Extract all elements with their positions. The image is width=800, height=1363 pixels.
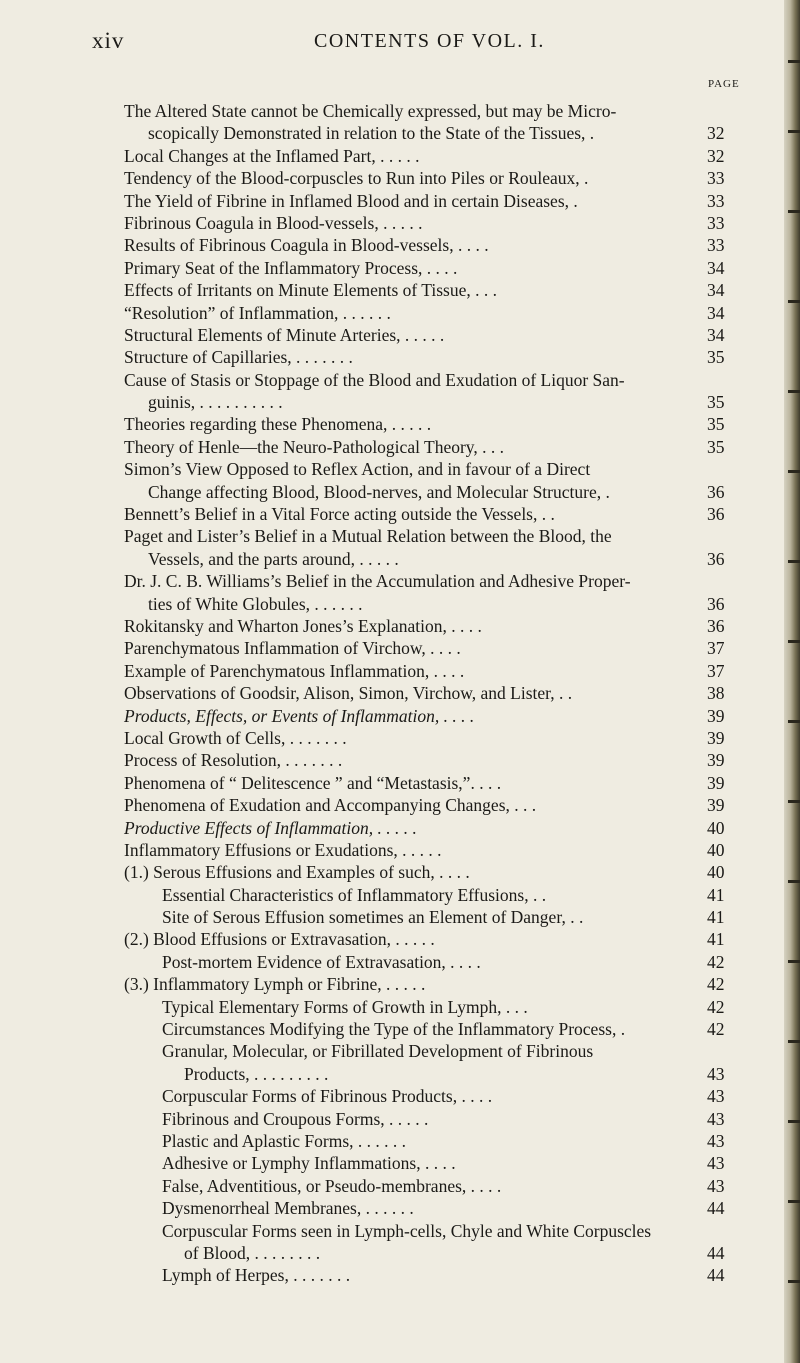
toc-entry-page: 39 [707, 727, 725, 748]
toc-entry-page: 43 [707, 1175, 725, 1196]
toc-entry [0, 996, 784, 1018]
toc-entry-page: 39 [707, 795, 725, 816]
toc-entry-page: 40 [707, 862, 725, 883]
toc-entry-title: Tendency of the Blood-corpuscles to Run into Piles or Rouleaux, . [124, 168, 589, 189]
toc-entry-title: Products, Effects, or Events of Inflammation, . . . . [124, 705, 475, 726]
toc-entry-page: 43 [707, 1130, 725, 1151]
toc-entry-page: 36 [707, 548, 725, 569]
toc-entry-title: The Yield of Fibrine in Inflamed Blood and in certain Diseases, . [124, 190, 578, 211]
toc-entry-title: Structural Elements of Minute Arteries, . . . . . [124, 324, 445, 345]
toc-entry-title: Typical Elementary Forms of Growth in Lymph, . . . [162, 996, 528, 1017]
toc-entry [0, 660, 784, 682]
toc-entry-page: 39 [707, 750, 725, 771]
toc-entry [0, 884, 784, 906]
toc-entry-title: (3.) Inflammatory Lymph or Fibrine, . . . . . [124, 974, 426, 995]
toc-entry-title: Example of Parenchymatous Inflammation, . . . . [124, 660, 465, 681]
toc-entry [0, 1018, 784, 1040]
toc-entry-page: 43 [707, 1063, 725, 1084]
toc-entry-title: Post-mortem Evidence of Extravasation, . . . . [162, 951, 481, 972]
toc-entry-page: 32 [707, 145, 725, 166]
toc-entry-title: Effects of Irritants on Minute Elements of Tissue, . . . [124, 280, 497, 301]
toc-entry [0, 1063, 784, 1085]
toc-entry-title: Structure of Capillaries, . . . . . . . [124, 347, 353, 368]
toc-entry-title: (2.) Blood Effusions or Extravasation, . . . . . [124, 929, 435, 950]
toc-entry [0, 145, 784, 167]
toc-entry-title: Primary Seat of the Inflammatory Process, . . . . [124, 257, 458, 278]
toc-entry-page: 42 [707, 974, 725, 995]
toc-entry [0, 391, 784, 413]
toc-entry-page: 35 [707, 414, 725, 435]
toc-entry-page: 37 [707, 638, 725, 659]
toc-entry-title: Dr. J. C. B. Williams’s Belief in the Accumulation and Adhesive Proper- [124, 571, 631, 592]
toc-entry [0, 481, 784, 503]
toc-entry-title: Products, . . . . . . . . . [184, 1063, 329, 1084]
toc-entry [0, 548, 784, 570]
toc-entry [0, 682, 784, 704]
toc-entry-title: Rokitansky and Wharton Jones’s Explanation, . . . . [124, 615, 482, 636]
toc-entry [0, 302, 784, 324]
toc-entry-title: “Resolution” of Inflammation, . . . . . . [124, 302, 391, 323]
toc-entry [0, 1197, 784, 1219]
toc-entry-page: 35 [707, 436, 725, 457]
toc-entry [0, 1040, 784, 1062]
toc-entry-title: Results of Fibrinous Coagula in Blood-vessels, . . . . [124, 235, 489, 256]
toc-entry [0, 212, 784, 234]
toc-entry-page: 43 [707, 1108, 725, 1129]
toc-entry [0, 167, 784, 189]
toc-entry [0, 257, 784, 279]
toc-entry-page: 36 [707, 504, 725, 525]
toc-entry [0, 436, 784, 458]
toc-entry-title: Productive Effects of Inflammation, . . . . . [124, 817, 417, 838]
toc-entry [0, 1108, 784, 1130]
toc-entry-title: Granular, Molecular, or Fibrillated Development of Fibrinous [162, 1041, 594, 1062]
toc-entry-page: 43 [707, 1153, 725, 1174]
toc-entry-page: 35 [707, 347, 725, 368]
toc-entry-title: Adhesive or Lymphy Inflammations, . . . . [162, 1153, 456, 1174]
toc-entry-page: 32 [707, 123, 725, 144]
toc-entry-title: Plastic and Aplastic Forms, . . . . . . [162, 1130, 407, 1151]
toc-entry-page: 44 [707, 1265, 725, 1286]
toc-entry [0, 413, 784, 435]
toc-entry [0, 324, 784, 346]
toc-entry-title: The Altered State cannot be Chemically expressed, but may be Micro- [124, 101, 617, 121]
toc-entry-page: 37 [707, 660, 725, 681]
toc-entry-title: False, Adventitious, or Pseudo-membranes, . . . . [162, 1175, 502, 1196]
toc-entry-page: 41 [707, 884, 725, 905]
toc-entry-page: 43 [707, 1086, 725, 1107]
toc-entry-title: Local Changes at the Inflamed Part, . . . . . [124, 145, 420, 166]
toc-entry-title: Inflammatory Effusions or Exudations, . . . . . [124, 839, 442, 860]
page-column-label: PAGE [708, 78, 740, 90]
toc-entry-page: 33 [707, 168, 725, 189]
toc-entry-title: Process of Resolution, . . . . . . . [124, 750, 343, 771]
toc-entry-title: Observations of Goodsir, Alison, Simon, Virchow, and Lister, . . [124, 683, 573, 704]
toc-entry [0, 100, 784, 122]
toc-entry-title: Cause of Stasis or Stoppage of the Blood and Exudation of Liquor San- [124, 369, 625, 390]
toc-entry-title: guinis, . . . . . . . . . . [148, 392, 283, 413]
toc-entry-title: Phenomena of Exudation and Accompanying Changes, . . . [124, 795, 537, 816]
toc-entry-title: of Blood, . . . . . . . . [184, 1242, 321, 1263]
toc-entry-title: Theories regarding these Phenomena, . . . . . [124, 414, 432, 435]
toc-entry [0, 637, 784, 659]
toc-entry [0, 615, 784, 637]
toc-entry [0, 503, 784, 525]
toc-entry [0, 234, 784, 256]
toc-entry-title: Local Growth of Cells, . . . . . . . [124, 727, 347, 748]
page-header [92, 28, 712, 68]
toc-entry-title: Site of Serous Effusion sometimes an Element of Danger, . . [162, 907, 584, 928]
toc-entry [0, 593, 784, 615]
toc-entry-title: Essential Characteristics of Inflammatory Effusions, . . [162, 884, 547, 905]
toc-entry-title: Simon’s View Opposed to Reflex Action, and in favour of a Direct [124, 459, 591, 480]
toc-entry [0, 1085, 784, 1107]
toc-entry-page: 35 [707, 392, 725, 413]
toc-entry [0, 705, 784, 727]
toc-entry [0, 122, 784, 144]
toc-entry-page: 38 [707, 683, 725, 704]
toc-entry [0, 570, 784, 592]
toc-entry-title: Parenchymatous Inflammation of Virchow, . . . . [124, 638, 461, 659]
toc-entry [0, 817, 784, 839]
toc-entry-title: Corpuscular Forms of Fibrinous Products, . . . . [162, 1086, 493, 1107]
toc-entry-title: Corpuscular Forms seen in Lymph-cells, Chyle and White Corpuscles [162, 1220, 652, 1241]
toc-entry-page: 41 [707, 907, 725, 928]
toc-entry-page: 42 [707, 1019, 725, 1040]
toc-entry-page: 34 [707, 302, 725, 323]
toc-entry-title: Theory of Henle—the Neuro-Pathological Theory, . . . [124, 436, 505, 457]
page-folio: xiv [92, 28, 125, 53]
toc-entry-page: 34 [707, 324, 725, 345]
toc-entry-page: 36 [707, 615, 725, 636]
toc-entry [0, 749, 784, 771]
toc-entry [0, 906, 784, 928]
toc-entry [0, 951, 784, 973]
toc-entry-page: 33 [707, 235, 725, 256]
toc-entry-page: 34 [707, 257, 725, 278]
toc-entry-page: 33 [707, 212, 725, 233]
toc-entry-page: 40 [707, 817, 725, 838]
toc-entry-title: Change affecting Blood, Blood-nerves, and Molecular Structure, . [148, 481, 610, 502]
toc-entry-page: 39 [707, 772, 725, 793]
toc-entry [0, 1175, 784, 1197]
toc-entry-page: 36 [707, 593, 725, 614]
toc-entry-title: Dysmenorrheal Membranes, . . . . . . [162, 1198, 414, 1219]
toc-entry [0, 839, 784, 861]
toc-entry-page: 39 [707, 705, 725, 726]
toc-entry-title: Phenomena of “ Delitescence ” and “Metastasis,”. . . . [124, 772, 502, 793]
toc-entry [0, 1242, 784, 1264]
running-title: CONTENTS OF VOL. I. [314, 30, 545, 52]
toc-entry-title: Fibrinous and Croupous Forms, . . . . . [162, 1108, 429, 1129]
toc-entry-page: 41 [707, 929, 725, 950]
toc-entry [0, 928, 784, 950]
toc-entry [0, 525, 784, 547]
toc-entry-page: 34 [707, 280, 725, 301]
toc-entry [0, 973, 784, 995]
toc-entry [0, 772, 784, 794]
contents-list [0, 100, 784, 1287]
toc-entry [0, 190, 784, 212]
toc-entry [0, 727, 784, 749]
toc-entry [0, 794, 784, 816]
toc-entry-title: scopically Demonstrated in relation to the State of the Tissues, . [148, 123, 595, 144]
toc-entry-title: Paget and Lister’s Belief in a Mutual Relation between the Blood, the [124, 526, 612, 547]
toc-entry [0, 1264, 784, 1286]
toc-entry [0, 1130, 784, 1152]
toc-entry-title: Vessels, and the parts around, . . . . . [148, 548, 399, 569]
toc-entry [0, 369, 784, 391]
toc-entry-title: ties of White Globules, . . . . . . [148, 593, 363, 614]
toc-entry [0, 1220, 784, 1242]
toc-entry-page: 33 [707, 190, 725, 211]
toc-entry-page: 36 [707, 481, 725, 502]
toc-entry-title: Circumstances Modifying the Type of the Inflammatory Process, . [162, 1019, 626, 1040]
page-edge-shadow [784, 0, 800, 1363]
toc-entry-page: 42 [707, 951, 725, 972]
toc-entry [0, 1152, 784, 1174]
toc-entry-page: 44 [707, 1198, 725, 1219]
toc-entry [0, 346, 784, 368]
toc-entry-title: Fibrinous Coagula in Blood-vessels, . . . . . [124, 212, 423, 233]
toc-entry [0, 279, 784, 301]
toc-entry-page: 44 [707, 1242, 725, 1263]
toc-entry-page: 42 [707, 996, 725, 1017]
toc-entry [0, 458, 784, 480]
toc-entry [0, 861, 784, 883]
toc-entry-title: Bennett’s Belief in a Vital Force acting outside the Vessels, . . [124, 504, 555, 525]
toc-entry-title: (1.) Serous Effusions and Examples of such, . . . . [124, 862, 470, 883]
toc-entry-page: 40 [707, 839, 725, 860]
toc-entry-title: Lymph of Herpes, . . . . . . . [162, 1265, 351, 1286]
